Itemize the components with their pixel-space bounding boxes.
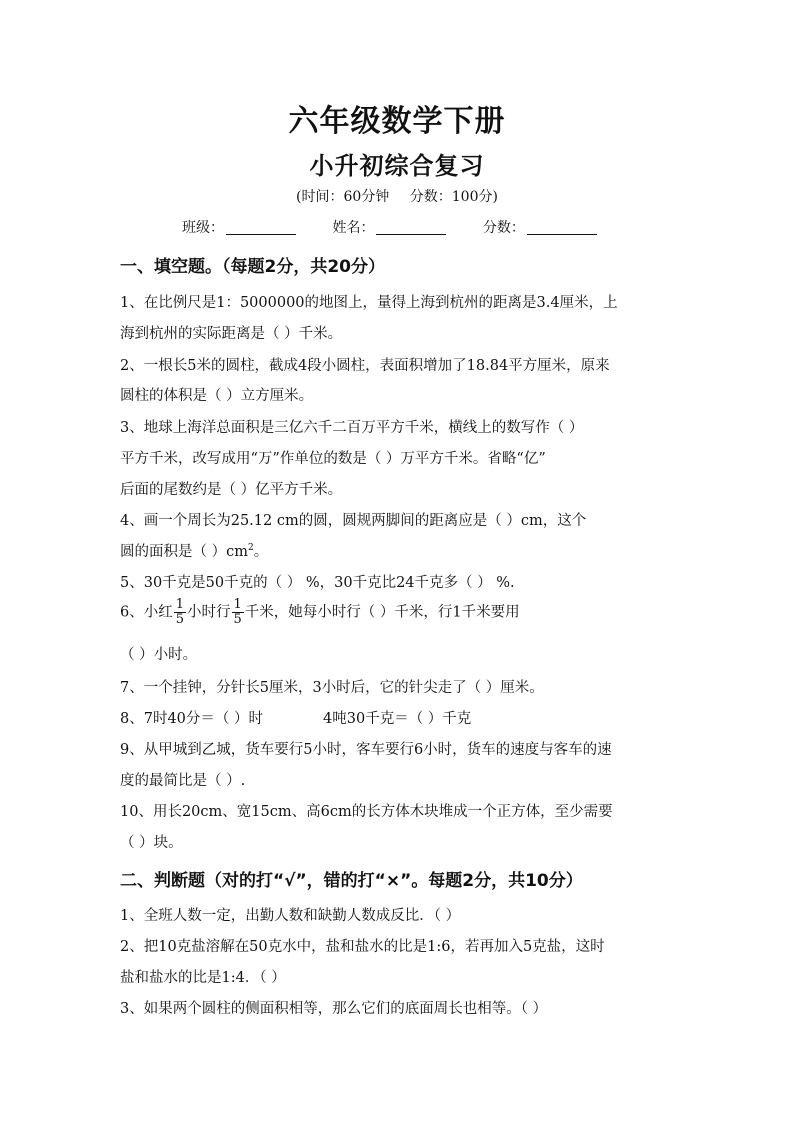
question-line: 3、地球上海洋总面积是三亿六千二百万平方千米，横线上的数写作（ ） (120, 420, 584, 436)
name-blank[interactable] (376, 220, 446, 235)
question-text: 6、小红 (120, 604, 173, 621)
class-label: 班级： (182, 220, 224, 236)
score-field[interactable] (483, 217, 597, 237)
question-line: 4、画一个周长为25.12 cm的圆，圆规两脚间的距离应是（ ）cm，这个 (120, 513, 587, 529)
score-blank[interactable] (527, 220, 597, 235)
question-line: 2、一根长5米的圆柱，截成4段小圆柱，表面积增加了18.84平方厘米，原来 (120, 358, 610, 374)
class-field[interactable] (182, 217, 296, 237)
question-text: 8、7时40分＝（ ）时 (120, 711, 264, 727)
fraction (174, 598, 186, 627)
fraction-numerator: 1 (233, 597, 242, 612)
question-line: 盐和盐水的比是1:4．（ ） (120, 970, 286, 986)
question-line: 3、如果两个圆柱的侧面积相等，那么它们的底面周长也相等。（ ） (120, 1001, 548, 1017)
question-line: 2、把10克盐溶解在50克水中，盐和盐水的比是1:6，若再加入5克盐，这时 (120, 939, 605, 955)
question-text: 千米，她每小时行（ ）千米，行1千米要用 (244, 604, 520, 621)
fraction (232, 598, 244, 627)
page-subtitle: 小升初综合复习 (309, 152, 485, 180)
score-label: 分数： (482, 220, 525, 236)
question-line: 5、30千克是50千克的（ ） %，30千克比24千克多（ ） %. (120, 575, 515, 591)
question-text: 小时行 (187, 604, 231, 621)
question-line: 度的最简比是（ ）. (120, 773, 246, 789)
question-line: 圆柱的体积是（ ）立方厘米。 (120, 388, 314, 404)
section-1-heading: 一、填空题。（每题2分，共20分） (120, 257, 385, 277)
fraction-denominator: 5 (233, 612, 242, 627)
question-line (120, 707, 471, 728)
question-line: 平方千米，改写成用“万”作单位的数是（ ）万平方千米。省略“亿” (120, 451, 546, 467)
total-score: 分数：100分) (409, 189, 498, 205)
question-line (120, 540, 268, 561)
class-blank[interactable] (226, 220, 296, 235)
question-line: （ ）块。 (120, 835, 183, 851)
time-limit: (时间：60分钟 (296, 189, 390, 205)
fraction-numerator: 1 (175, 597, 185, 612)
question-text: 。 (253, 544, 269, 560)
name-field[interactable] (332, 217, 446, 237)
question-line: 10、用长20cm、宽15cm、高6cm的长方体木块堆成一个正方体，至少需要 (120, 804, 613, 820)
question-line (120, 598, 520, 627)
exam-meta (0, 186, 794, 206)
question-line: 1、全班人数一定，出勤人数和缺勤人数成反比．（ ） (120, 908, 461, 924)
question-line: 1、在比例尺是1：5000000的地图上，量得上海到杭州的距离是3.4厘米，上 (120, 295, 618, 311)
question-line: （ ）小时。 (120, 647, 198, 663)
question-line: 后面的尾数约是（ ）亿平方千米。 (120, 482, 343, 498)
student-info (182, 217, 629, 237)
name-label: 姓名： (332, 220, 375, 236)
question-text: 圆的面积是（ ）cm (120, 544, 248, 560)
question-line: 7、一个挂钟，分针长5厘米，3小时后，它的针尖走了（ ）厘米。 (120, 680, 544, 696)
page-title: 六年级数学下册 (288, 104, 506, 139)
fraction-denominator: 5 (175, 612, 185, 627)
question-line: 9、从甲城到乙城，货车要行5小时，客车要行6小时，货车的速度与客车的速 (120, 742, 612, 758)
question-text: 4吨30千克＝（ ）千克 (323, 711, 472, 727)
superscript: 2 (247, 543, 254, 554)
section-2-heading: 二、判断题（对的打“√”，错的打“×”。每题2分，共10分） (120, 871, 583, 891)
question-line: 海到杭州的实际距离是（ ）千米。 (120, 326, 343, 342)
